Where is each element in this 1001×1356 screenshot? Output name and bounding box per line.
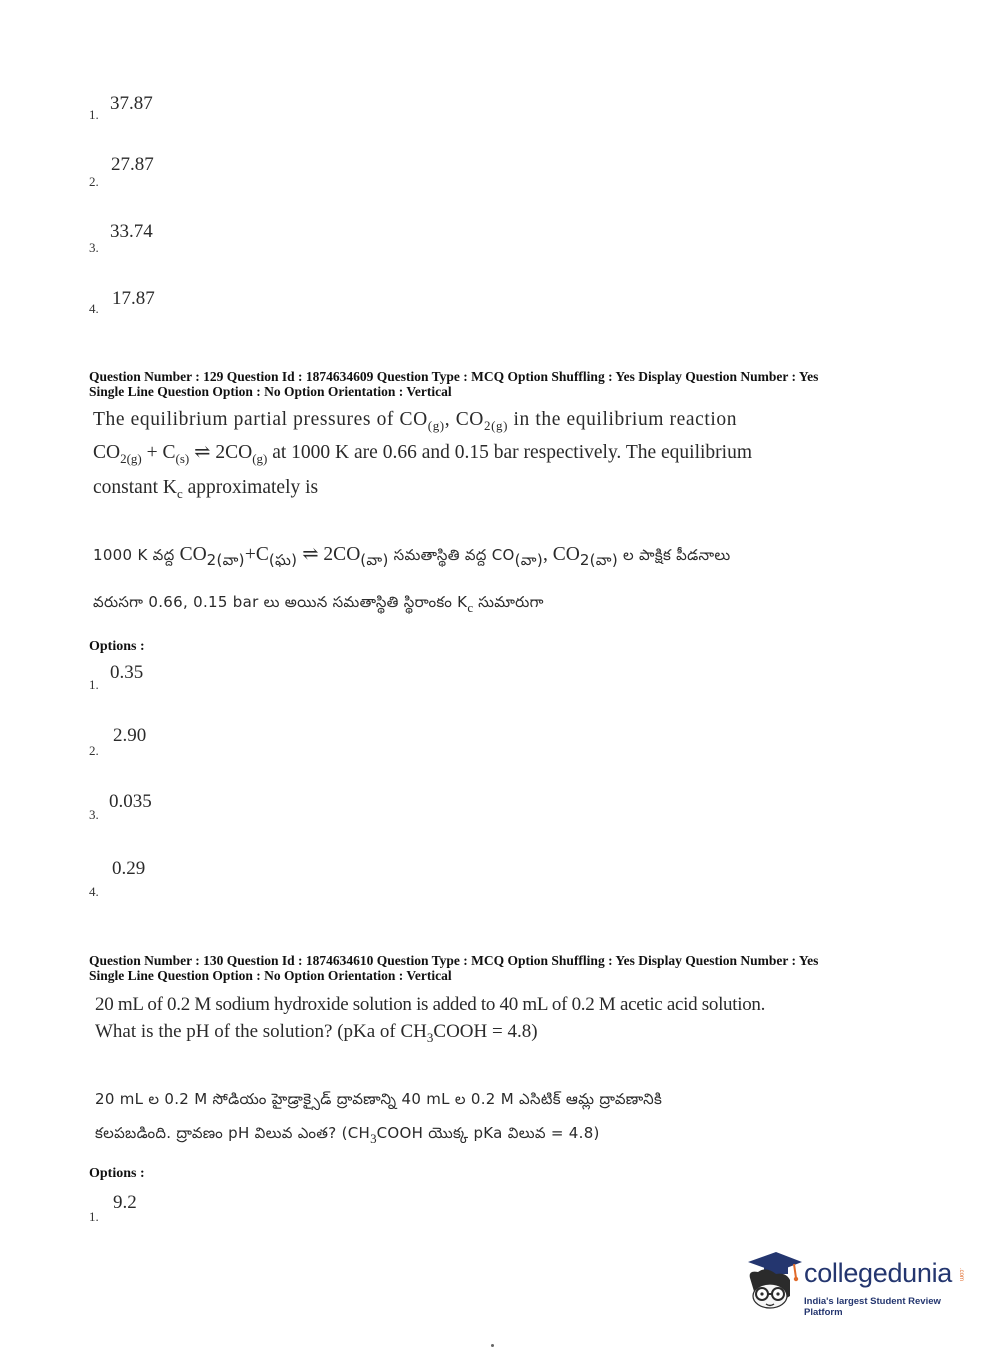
question-text-en-line3: constant $K_c$ approximately is <box>93 477 319 501</box>
question-meta-line1: Question Number : 129 Question Id : 1874634609 Question Type : MCQ Option Shuffling : Yes Display Question Number : Yes <box>89 369 819 384</box>
options-label: Options : <box>89 639 145 654</box>
option-number: 2. <box>89 174 99 189</box>
option-number: 3. <box>89 807 99 822</box>
question-meta-line2: Single Line Question Option : No Option Orientation : Vertical <box>89 384 452 399</box>
mascot-icon <box>742 1248 804 1314</box>
question-text-te-line2: వరుసగా 0.66, 0.15 bar లు అయిన సమతాస్థితి స్థిరాంకం $K_c$ సుమారుగా <box>93 593 544 615</box>
question-text-en-line2: What is the pH of the solution? (pKa of $CH_3COOH = 4.8$) <box>95 1021 538 1045</box>
question-text-te-line1: 20 mL ల 0.2 M సోడియం హైడ్రాక్సైడ్ ద్రావణాన్ని 40 mL ల 0.2 M ఎసిటిక్ ఆమ్ల ద్రావణానికి <box>95 1090 663 1108</box>
collegedunia-logo[interactable] <box>742 1248 972 1318</box>
option-value: 27.87 <box>111 154 154 175</box>
logo-title: collegedunia <box>804 1258 953 1288</box>
option-number: 2. <box>89 743 99 758</box>
option-value: 0.29 <box>112 858 146 879</box>
question-text-en-line1: 20 mL of 0.2 M sodium hydroxide solution is added to 40 mL of 0.2 M acetic acid solution. <box>95 994 766 1015</box>
question-meta-line2: Single Line Question Option : No Option Orientation : Vertical <box>89 968 452 983</box>
option-value: 2.90 <box>113 725 147 746</box>
question-text-te-line1: 1000 K వద్ద $CO_{2(వా)}+C_{(ఘ)}$ ⇌ $2CO_{(వా)}$ సమతాస్థితి వద్ద $CO_{(వా)}$, $CO_{2(వా)}$ ల పాక్షిక పీడనాలు <box>93 544 731 569</box>
options-label: Options : <box>89 1166 145 1181</box>
option-value: 37.87 <box>110 93 153 114</box>
option-value: 0.35 <box>110 662 144 683</box>
option-value: 9.2 <box>113 1192 137 1213</box>
option-number: 1. <box>89 107 99 122</box>
option-value: 17.87 <box>112 288 155 309</box>
question-text-te-line2: కలపబడింది. ద్రావణం pH విలువ ఎంత? ($CH_3COOH$ యొక్క pKa విలువ = 4.8) <box>95 1124 600 1146</box>
option-number: 1. <box>89 677 99 692</box>
question-text-en-line2: $CO_{2(g)} + C_{(s)}$ ⇌ $2CO_{(g)}$ at 1000 K are 0.66 and 0.15 bar respectively. The equilibrium <box>93 442 753 466</box>
option-value: 33.74 <box>110 221 153 242</box>
option-number: 1. <box>89 1209 99 1224</box>
page-dot <box>491 1344 494 1347</box>
option-number: 4. <box>89 884 99 899</box>
logo-com: .com <box>958 1268 964 1282</box>
option-value: 0.035 <box>109 791 152 812</box>
option-number: 4. <box>89 301 99 316</box>
logo-tagline: India's largest Student Review Platform <box>804 1296 941 1318</box>
option-number: 3. <box>89 240 99 255</box>
question-meta-line1: Question Number : 130 Question Id : 1874634610 Question Type : MCQ Option Shuffling : Yes Display Question Number : Yes <box>89 953 819 968</box>
question-text-en-line1: The equilibrium partial pressures of $CO_{(g)}$, $CO_{2(g)}$ in the equilibrium reaction <box>93 409 738 433</box>
